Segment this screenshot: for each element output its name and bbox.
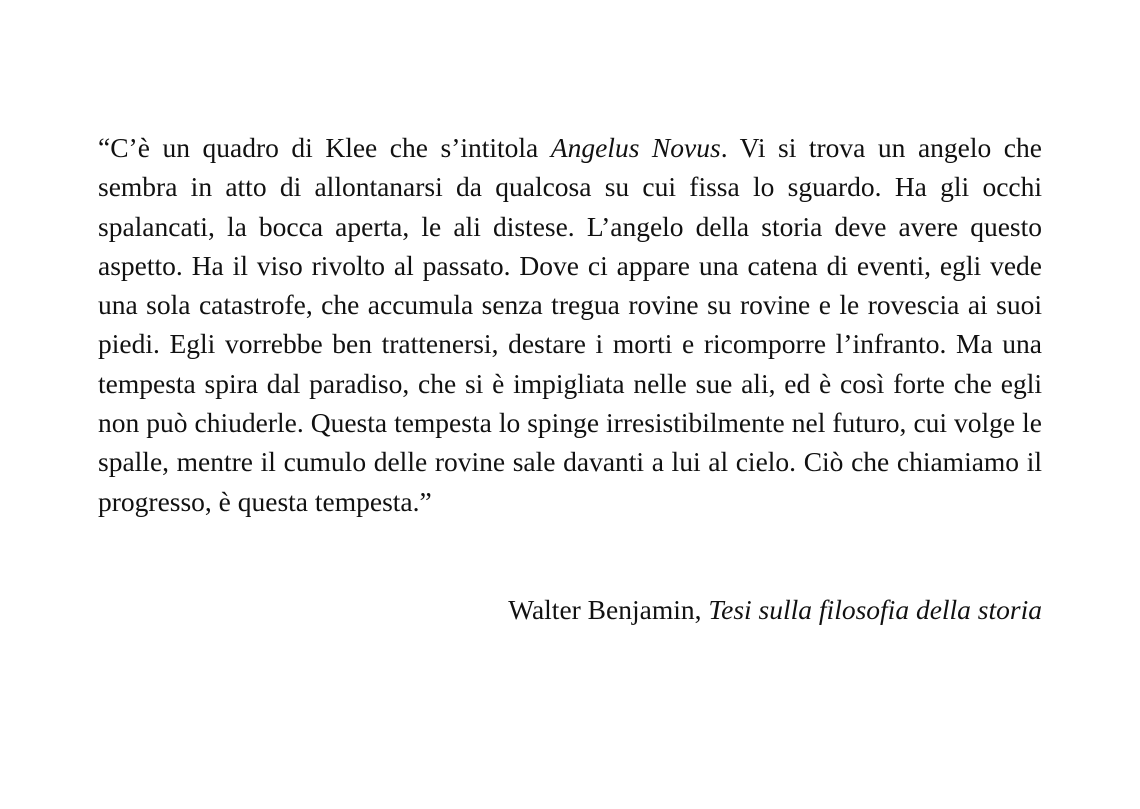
quote-text-after-title: . Vi si trova un angelo che sembra in atto di allontanarsi da qualcosa su cui fissa lo sguardo. Ha gli occhi spalancati, la bocca aperta, le ali distese. L’angelo della storia deve avere questo aspetto. Ha il viso rivolto al passato. Dove ci appare una catena di eventi, egli vede una sola catastrofe, che accumula senza tregua rovine su rovine e le rovescia ai suoi piedi. Egli vorrebbe ben trattenersi, destare i morti e ricomporre l’infranto. Ma una tempesta spira dal paradiso, che si è impigliata nelle sue ali, ed è così forte che egli non può chiuderle. Questa tempesta lo spinge irresistibilmente nel futuro, cui volge le spalle, mentre il cumulo delle rovine sale davanti a lui al cielo. Ciò che chiamiamo il progresso, è questa tempesta.”: [98, 132, 1042, 517]
quote-paragraph: [98, 128, 1042, 521]
attribution-work-title: Tesi sulla filosofia della storia: [708, 594, 1042, 625]
attribution: [98, 590, 1042, 629]
painting-title: Angelus Novus: [550, 132, 721, 163]
quote-text-before-title: “C’è un quadro di Klee che s’intitola: [98, 132, 551, 163]
attribution-author: Walter Benjamin,: [508, 594, 709, 625]
